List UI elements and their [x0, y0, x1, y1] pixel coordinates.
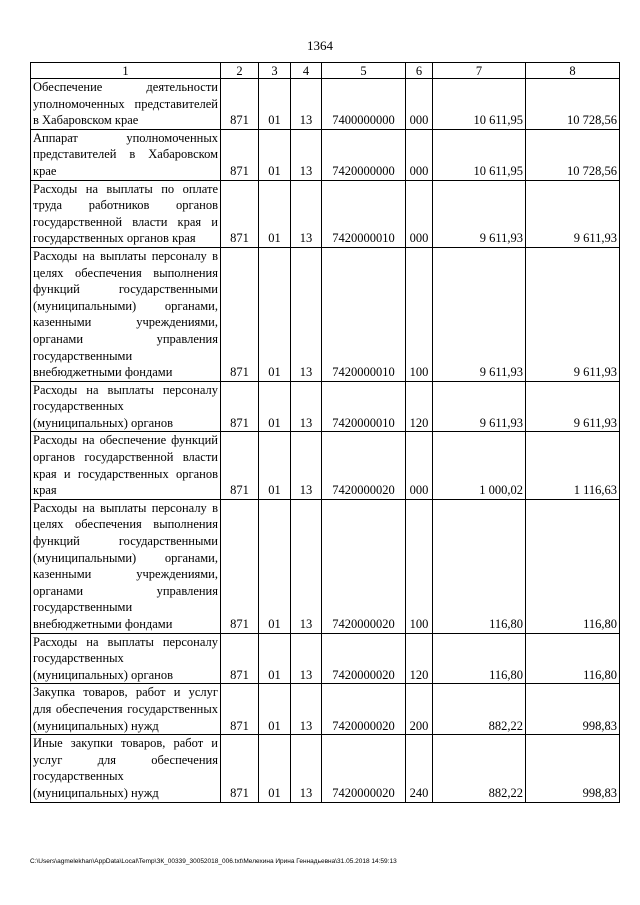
- header-row: [31, 63, 620, 79]
- subsection-code: 13: [291, 684, 322, 735]
- expense-type-code: 000: [406, 79, 433, 130]
- ministry-code: 871: [221, 735, 259, 802]
- subsection-code: 13: [291, 247, 322, 381]
- ministry-code: 871: [221, 633, 259, 684]
- section-code: 01: [259, 684, 291, 735]
- section-code: 01: [259, 499, 291, 633]
- page-number: 1364: [307, 38, 333, 53]
- col-header: 8: [526, 63, 620, 79]
- table-row: [31, 499, 620, 633]
- expense-name: Иные закупки товаров, работ и услуг для обеспечения государственных (муниципальных) нужд: [31, 735, 221, 802]
- subsection-code: 13: [291, 79, 322, 130]
- expense-name: Расходы на выплаты персоналу государственных (муниципальных) органов: [31, 633, 221, 684]
- expense-name: Расходы на обеспечение функций органов государственной власти края и государственных органов края: [31, 432, 221, 499]
- amount-year-2: 998,83: [526, 684, 620, 735]
- col-header: 2: [221, 63, 259, 79]
- table-row: [31, 180, 620, 247]
- target-code: 7420000020: [322, 684, 406, 735]
- section-code: 01: [259, 381, 291, 432]
- amount-year-2: 9 611,93: [526, 247, 620, 381]
- table-row: [31, 684, 620, 735]
- table-row: [31, 381, 620, 432]
- section-code: 01: [259, 129, 291, 180]
- table-row: [31, 735, 620, 802]
- expense-name: Расходы на выплаты персоналу в целях обеспечения выполнения функций государственными (муниципальными) органами, казенными учреждениями, органами управления государственными внебюджетными фондами: [31, 499, 221, 633]
- expense-type-code: 100: [406, 499, 433, 633]
- expense-type-code: 100: [406, 247, 433, 381]
- subsection-code: 13: [291, 499, 322, 633]
- amount-year-1: 1 000,02: [433, 432, 526, 499]
- ministry-code: 871: [221, 684, 259, 735]
- subsection-code: 13: [291, 633, 322, 684]
- target-code: 7420000020: [322, 735, 406, 802]
- col-header: 1: [31, 63, 221, 79]
- section-code: 01: [259, 432, 291, 499]
- target-code: 7420000010: [322, 247, 406, 381]
- amount-year-2: 10 728,56: [526, 129, 620, 180]
- table-row: [31, 633, 620, 684]
- amount-year-2: 10 728,56: [526, 79, 620, 130]
- col-header: 5: [322, 63, 406, 79]
- table-row: [31, 129, 620, 180]
- target-code: 7400000000: [322, 79, 406, 130]
- target-code: 7420000000: [322, 129, 406, 180]
- col-header: 4: [291, 63, 322, 79]
- subsection-code: 13: [291, 381, 322, 432]
- expense-name: Расходы на выплаты по оплате труда работников органов государственной власти края и государственных органов края: [31, 180, 221, 247]
- amount-year-2: 9 611,93: [526, 180, 620, 247]
- amount-year-1: 9 611,93: [433, 247, 526, 381]
- subsection-code: 13: [291, 180, 322, 247]
- target-code: 7420000020: [322, 432, 406, 499]
- ministry-code: 871: [221, 247, 259, 381]
- amount-year-1: 10 611,95: [433, 79, 526, 130]
- expense-type-code: 200: [406, 684, 433, 735]
- amount-year-2: 116,80: [526, 499, 620, 633]
- subsection-code: 13: [291, 129, 322, 180]
- amount-year-1: 882,22: [433, 684, 526, 735]
- expense-name: Расходы на выплаты персоналу в целях обеспечения выполнения функций государственными (муниципальными) органами, казенными учреждениями, органами управления государственными внебюджетными фондами: [31, 247, 221, 381]
- amount-year-1: 9 611,93: [433, 180, 526, 247]
- section-code: 01: [259, 79, 291, 130]
- file-path-footer: C:\Users\agmelekhan\AppData\Local\Temp\ЗК_00339_30052018_006.txt\Мелехина Ирина Геннадьевна\31.05.2018 14:59:13: [30, 858, 397, 865]
- ministry-code: 871: [221, 180, 259, 247]
- expense-type-code: 000: [406, 180, 433, 247]
- subsection-code: 13: [291, 432, 322, 499]
- col-header: 7: [433, 63, 526, 79]
- expense-type-code: 120: [406, 633, 433, 684]
- amount-year-1: 116,80: [433, 633, 526, 684]
- table-row: [31, 432, 620, 499]
- ministry-code: 871: [221, 499, 259, 633]
- target-code: 7420000020: [322, 499, 406, 633]
- amount-year-2: 116,80: [526, 633, 620, 684]
- ministry-code: 871: [221, 432, 259, 499]
- expense-type-code: 120: [406, 381, 433, 432]
- table-row: [31, 247, 620, 381]
- section-code: 01: [259, 247, 291, 381]
- ministry-code: 871: [221, 381, 259, 432]
- amount-year-2: 9 611,93: [526, 381, 620, 432]
- col-header: 6: [406, 63, 433, 79]
- section-code: 01: [259, 180, 291, 247]
- amount-year-1: 9 611,93: [433, 381, 526, 432]
- expense-name: Обеспечение деятельности уполномоченных представителей в Хабаровском крае: [31, 79, 221, 130]
- target-code: 7420000020: [322, 633, 406, 684]
- section-code: 01: [259, 633, 291, 684]
- budget-table: [30, 62, 620, 803]
- target-code: 7420000010: [322, 180, 406, 247]
- amount-year-1: 116,80: [433, 499, 526, 633]
- amount-year-1: 10 611,95: [433, 129, 526, 180]
- expense-type-code: 000: [406, 129, 433, 180]
- target-code: 7420000010: [322, 381, 406, 432]
- col-header: 3: [259, 63, 291, 79]
- amount-year-1: 882,22: [433, 735, 526, 802]
- ministry-code: 871: [221, 129, 259, 180]
- expense-name: Аппарат уполномоченных представителей в Хабаровском крае: [31, 129, 221, 180]
- section-code: 01: [259, 735, 291, 802]
- amount-year-2: 1 116,63: [526, 432, 620, 499]
- amount-year-2: 998,83: [526, 735, 620, 802]
- subsection-code: 13: [291, 735, 322, 802]
- expense-name: Закупка товаров, работ и услуг для обеспечения государственных (муниципальных) нужд: [31, 684, 221, 735]
- table-row: [31, 79, 620, 130]
- expense-type-code: 240: [406, 735, 433, 802]
- expense-type-code: 000: [406, 432, 433, 499]
- ministry-code: 871: [221, 79, 259, 130]
- expense-name: Расходы на выплаты персоналу государственных (муниципальных) органов: [31, 381, 221, 432]
